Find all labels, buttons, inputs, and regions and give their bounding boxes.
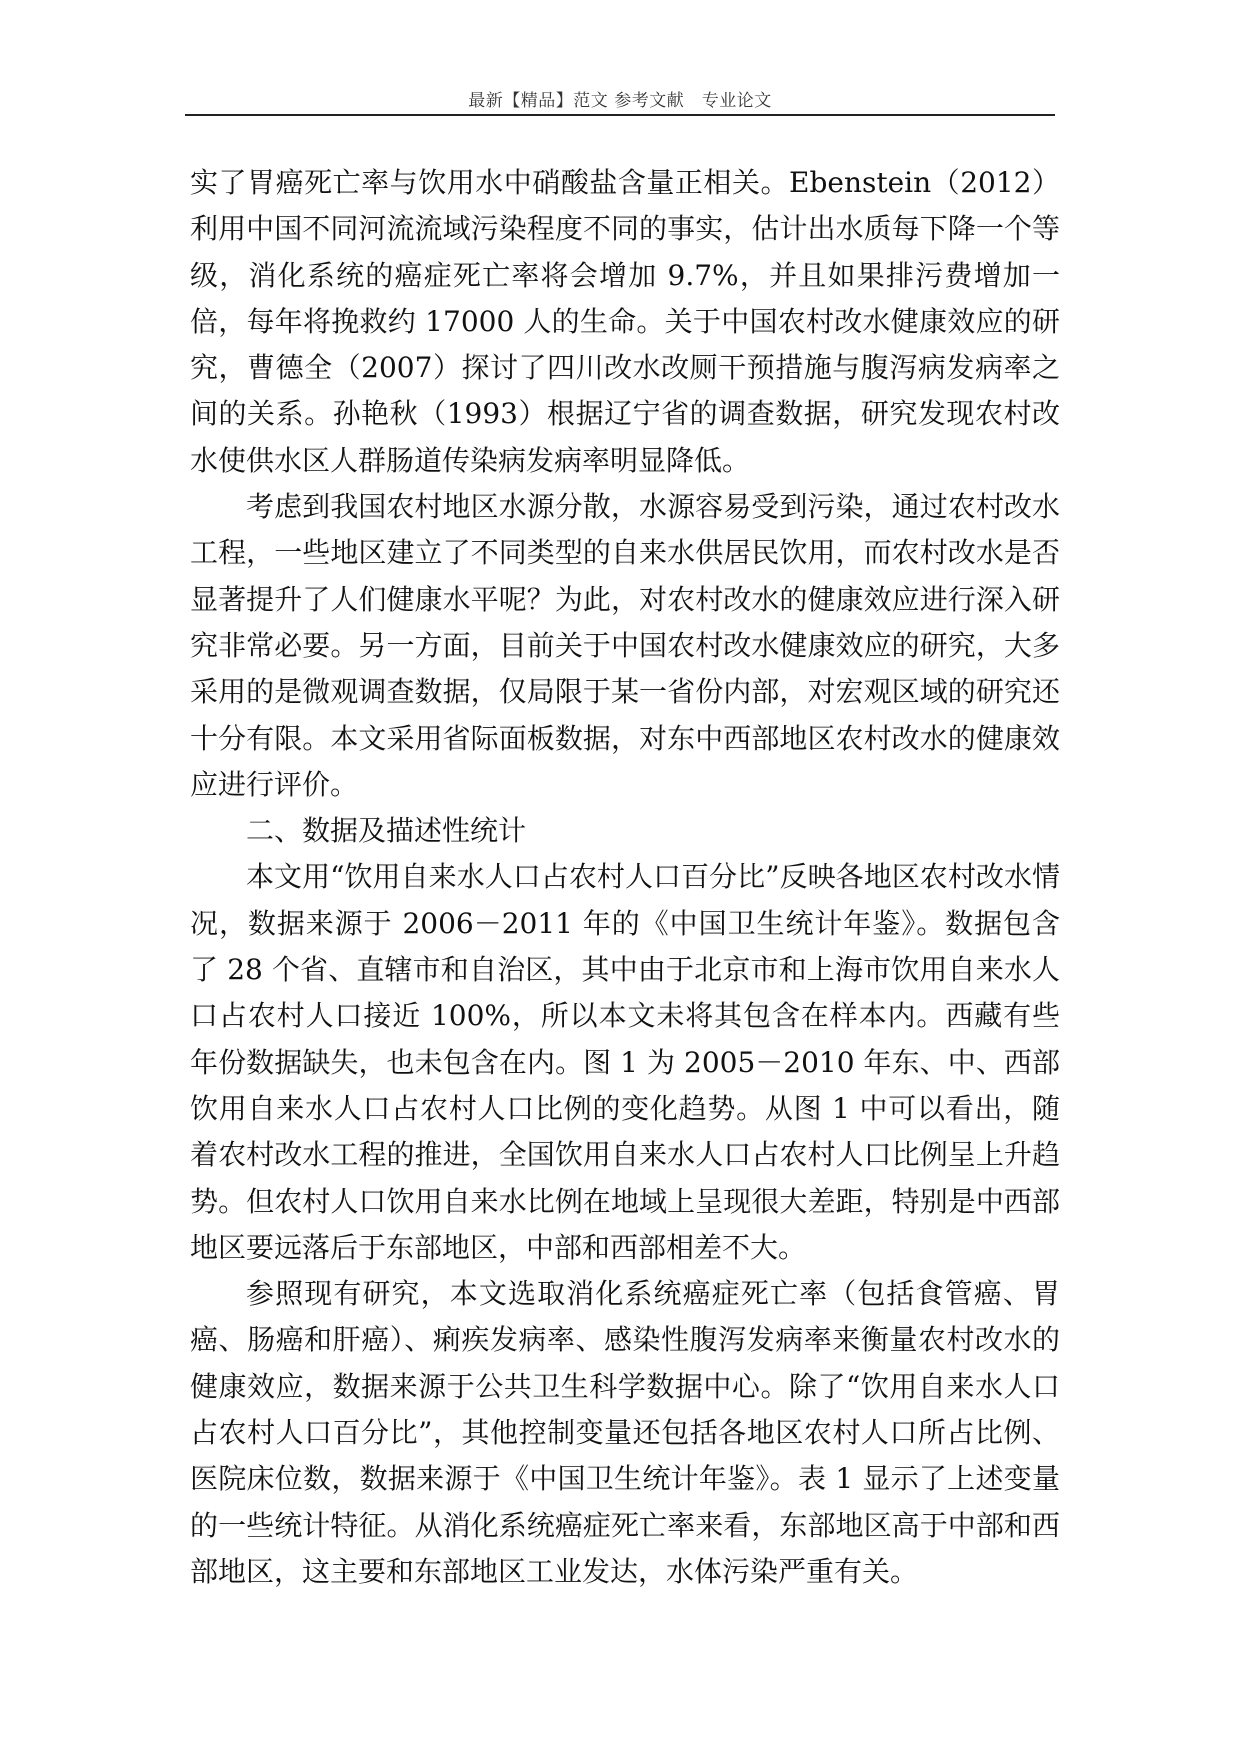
body-text	[190, 160, 1060, 1595]
page-header: 最新【精品】范文 参考文献 专业论文	[468, 91, 772, 111]
header-rule	[185, 114, 1055, 116]
paragraph-2: 考虑到我国农村地区水源分散，水源容易受到污染，通过农村改水工程，一些地区建立了不同类型的自来水供居民饮用，而农村改水是否显著提升了人们健康水平呢？为此，对农村改水的健康效应进行深入研究非常必要。另一方面，目前关于中国农村改水健康效应的研究，大多采用的是微观调查数据，仅局限于某一省份内部，对宏观区域的研究还十分有限。本文采用省际面板数据，对东中西部地区农村改水的健康效应进行评价。	[190, 490, 1060, 801]
paragraph-3: 本文用“饮用自来水人口占农村人口百分比”反映各地区农村改水情况，数据来源于 2006－2011 年的《中国卫生统计年鉴》。数据包含了 28 个省、直辖市和自治区，其中由于北京市和上海市饮用自来水人口占农村人口接近 100%，所以本文未将其包含在样本内。西藏有些年份数据缺失，也未包含在内。图 1 为 2005－2010 年东、中、西部饮用自来水人口占农村人口比例的变化趋势。从图 1 中可以看出，随着农村改水工程的推进，全国饮用自来水人口占农村人口比例呈上升趋势。但农村人口饮用自来水比例在地域上呈现很大差距，特别是中西部地区要远落后于东部地区，中部和西部相差不大。	[190, 860, 1060, 1264]
paragraph-1: 实了胃癌死亡率与饮用水中硝酸盐含量正相关。Ebenstein（2012）利用中国不同河流流域污染程度不同的事实，估计出水质每下降一个等级，消化系统的癌症死亡率将会增加 9.7%，并且如果排污费增加一倍，每年将挽救约 17000 人的生命。关于中国农村改水健康效应的研究，曹德全（2007）探讨了四川改水改厕干预措施与腹泻病发病率之间的关系。孙艳秋（1993）根据辽宁省的调查数据，研究发现农村改水使供水区人群肠道传染病发病率明显降低。	[190, 166, 1060, 477]
section-heading: 二、数据及描述性统计	[246, 814, 527, 848]
paragraph-4: 参照现有研究，本文选取消化系统癌症死亡率（包括食管癌、胃癌、肠癌和肝癌）、痢疾发病率、感染性腹泻发病率来衡量农村改水的健康效应，数据来源于公共卫生科学数据中心。除了“饮用自来水人口占农村人口百分比”，其他控制变量还包括各地区农村人口所占比例、医院床位数，数据来源于《中国卫生统计年鉴》。表 1 显示了上述变量的一些统计特征。从消化系统癌症死亡率来看，东部地区高于中部和西部地区，这主要和东部地区工业发达，水体污染严重有关。	[190, 1277, 1060, 1588]
